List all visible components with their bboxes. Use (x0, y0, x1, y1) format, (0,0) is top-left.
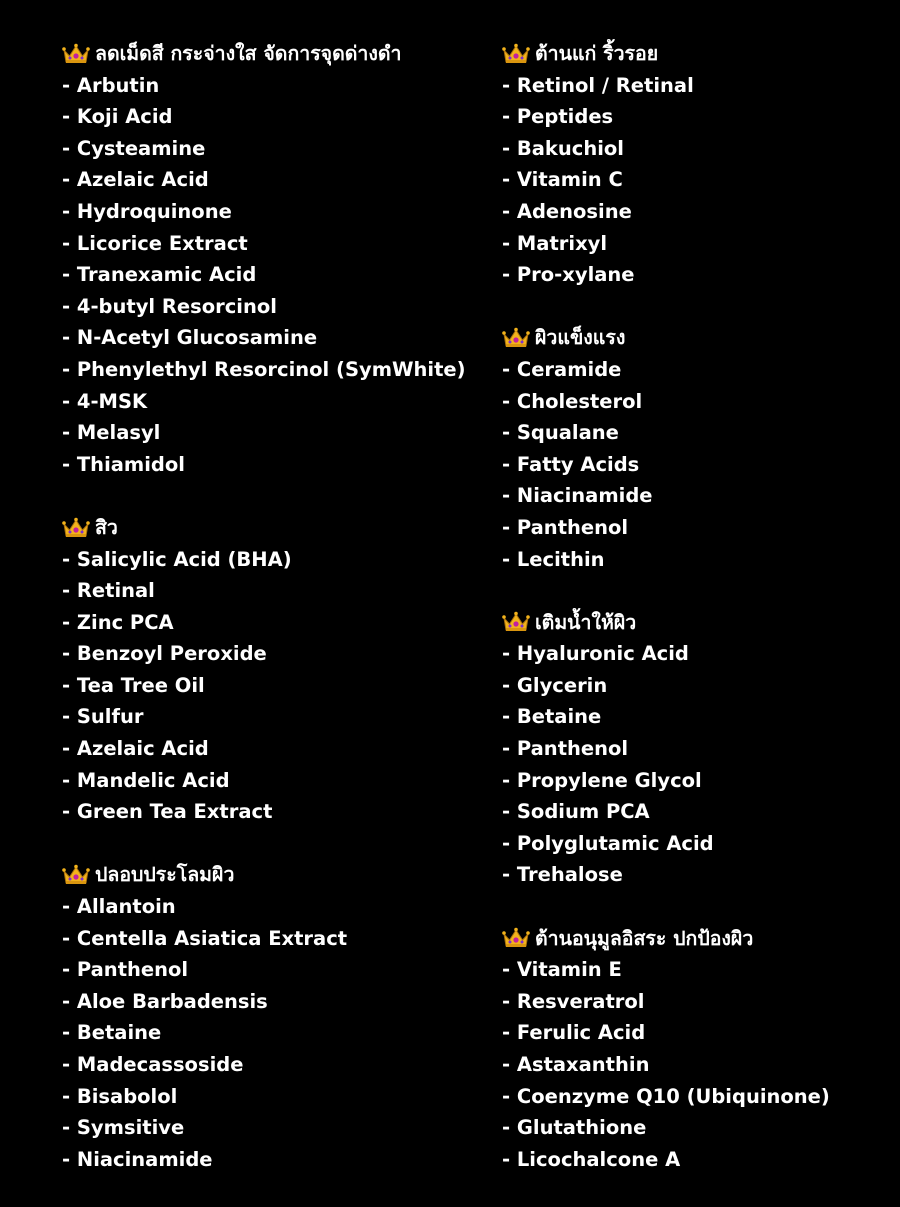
ingredient-item: - Lecithin (502, 547, 605, 571)
ingredient-item: - Trehalose (502, 863, 623, 887)
section-heading (62, 859, 492, 891)
ingredient-item: - N-Acetyl Glucosamine (62, 326, 318, 350)
section-title: ต้านแก่ ริ้วรอย (535, 42, 659, 65)
ingredient-item: - Salicylic Acid (BHA) (62, 547, 292, 571)
ingredient-item: - Squalane (502, 421, 619, 445)
ingredient-section (502, 322, 892, 575)
ingredient-item: - Koji Acid (62, 105, 173, 129)
ingredient-item: - Adenosine (502, 199, 632, 223)
ingredient-item: - Niacinamide (502, 484, 653, 508)
ingredient-item: - Vitamin E (502, 958, 622, 982)
ingredient-item: - Symsitive (62, 1116, 185, 1140)
ingredient-item: - Melasyl (62, 421, 161, 445)
ingredient-item: - Coenzyme Q10 (Ubiquinone) (502, 1084, 830, 1108)
section-heading (502, 923, 892, 955)
ingredient-item: - 4-butyl Resorcinol (62, 294, 277, 318)
ingredient-item: - Fatty Acids (502, 452, 640, 476)
ingredient-item: - Betaine (502, 705, 602, 729)
ingredient-item: - Panthenol (502, 515, 629, 539)
section-title: เติมน้ำให้ผิว (535, 610, 637, 634)
crown-icon (502, 927, 530, 949)
ingredient-item: - Retinal (62, 579, 155, 603)
ingredient-item: - Azelaic Acid (62, 168, 209, 192)
ingredient-item: - Tea Tree Oil (62, 673, 205, 697)
ingredient-section (62, 512, 492, 828)
ingredient-item: - Bisabolol (62, 1084, 178, 1108)
ingredient-item: - Bakuchiol (502, 136, 624, 160)
ingredient-item: - Polyglutamic Acid (502, 831, 714, 855)
ingredient-item: - Centella Asiatica Extract (62, 926, 348, 950)
ingredient-item: - Panthenol (502, 737, 629, 761)
crown-icon (502, 611, 530, 633)
ingredient-item: - Tranexamic Acid (62, 263, 257, 287)
section-heading (502, 322, 892, 354)
crown-icon (62, 43, 90, 65)
right-column (502, 38, 892, 1207)
ingredient-item: - Cholesterol (502, 389, 643, 413)
section-title: ต้านอนุมูลอิสระ ปกป้องผิว (535, 926, 754, 950)
ingredient-section (62, 859, 492, 1175)
ingredient-item: - Ceramide (502, 357, 622, 381)
ingredient-item: - Cysteamine (62, 136, 206, 160)
crown-icon (62, 517, 90, 539)
ingredient-section (502, 38, 892, 291)
ingredient-item: - Hydroquinone (62, 199, 232, 223)
ingredient-item: - Pro-xylane (502, 263, 635, 287)
crown-icon (502, 327, 530, 349)
ingredient-item: - Astaxanthin (502, 1053, 650, 1076)
ingredient-item: - Aloe Barbadensis (62, 989, 268, 1013)
ingredient-item: - Propylene Glycol (502, 768, 702, 792)
section-title: ลดเม็ดสี กระจ่างใส จัดการจุดด่างดำ (95, 42, 402, 65)
ingredient-item: - Mandelic Acid (62, 768, 230, 792)
section-title: ปลอบประโลมผิว (95, 863, 235, 887)
ingredient-item: - Vitamin C (502, 168, 623, 192)
section-heading (62, 38, 492, 70)
ingredient-item: - Panthenol (62, 958, 189, 982)
left-column (62, 38, 492, 1207)
ingredient-item: - Retinol / Retinal (502, 73, 694, 97)
ingredient-item: - Hyaluronic Acid (502, 642, 689, 666)
ingredient-item: - Glycerin (502, 673, 608, 697)
ingredient-item: - Licochalcone A (502, 1147, 681, 1171)
crown-icon (502, 43, 530, 65)
ingredient-item: - Phenylethyl Resorcinol (SymWhite) (62, 357, 466, 381)
ingredient-item: - Licorice Extract (62, 231, 248, 255)
ingredient-item: - Madecassoside (62, 1053, 244, 1076)
ingredient-section (502, 607, 892, 891)
ingredient-item: - Matrixyl (502, 231, 608, 255)
ingredient-item: - Azelaic Acid (62, 737, 209, 761)
ingredient-section (502, 923, 892, 1176)
ingredient-item: - 4-MSK (62, 389, 148, 413)
section-heading (502, 38, 892, 70)
ingredient-item: - Ferulic Acid (502, 1021, 646, 1045)
ingredient-item: - Betaine (62, 1021, 162, 1045)
ingredient-item: - Peptides (502, 105, 614, 129)
ingredient-item: - Glutathione (502, 1116, 647, 1140)
section-heading (62, 512, 492, 544)
section-title: สิว (95, 515, 118, 539)
ingredient-item: - Resveratrol (502, 989, 645, 1013)
ingredient-item: - Arbutin (62, 73, 160, 97)
section-title: ผิวแข็งแรง (535, 326, 626, 350)
ingredient-item: - Benzoyl Peroxide (62, 642, 267, 666)
ingredient-item: - Green Tea Extract (62, 800, 273, 824)
section-heading (502, 607, 892, 639)
ingredient-item: - Allantoin (62, 895, 176, 919)
ingredient-item: - Niacinamide (62, 1147, 213, 1171)
ingredient-item: - Thiamidol (62, 452, 185, 476)
ingredient-item: - Zinc PCA (62, 610, 174, 634)
ingredient-item: - Sulfur (62, 705, 144, 729)
ingredient-item: - Sodium PCA (502, 800, 650, 824)
ingredient-section (62, 38, 492, 480)
crown-icon (62, 864, 90, 886)
